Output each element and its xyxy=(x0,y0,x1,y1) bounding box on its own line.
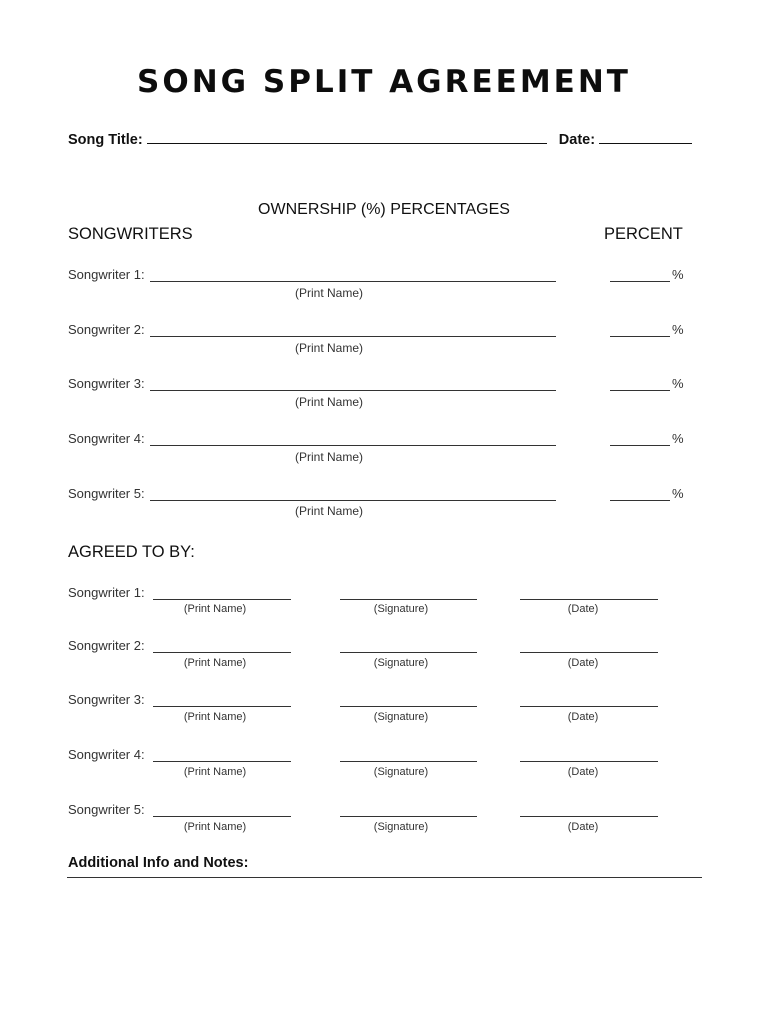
ownership-name-field[interactable] xyxy=(150,390,556,391)
ownership-percent-field[interactable] xyxy=(610,390,670,391)
agreed-date-field[interactable] xyxy=(520,816,658,817)
percent-symbol: % xyxy=(672,376,684,391)
ownership-row-label: Songwriter 4: xyxy=(68,431,145,446)
percent-symbol: % xyxy=(672,322,684,337)
songwriters-heading: SONGWRITERS xyxy=(68,225,193,243)
print-name-caption: (Print Name) xyxy=(183,821,247,833)
ownership-row-label: Songwriter 2: xyxy=(68,322,145,337)
signature-caption: (Signature) xyxy=(373,821,429,833)
agreed-row-label: Songwriter 3: xyxy=(68,692,145,707)
ownership-percent-field[interactable] xyxy=(610,281,670,282)
percent-symbol: % xyxy=(672,267,684,282)
date-caption: (Date) xyxy=(567,603,599,615)
agreed-date-field[interactable] xyxy=(520,761,658,762)
print-name-caption: (Print Name) xyxy=(294,341,363,355)
song-title-row xyxy=(68,131,692,148)
agreed-signature-field[interactable] xyxy=(340,706,477,707)
ownership-name-field[interactable] xyxy=(150,500,556,501)
agreed-print-name-field[interactable] xyxy=(153,599,291,600)
print-name-caption: (Print Name) xyxy=(183,603,247,615)
notes-field[interactable] xyxy=(67,877,702,878)
ownership-row-label: Songwriter 5: xyxy=(68,486,145,501)
ownership-name-field[interactable] xyxy=(150,445,556,446)
date-caption: (Date) xyxy=(567,657,599,669)
agreed-date-field[interactable] xyxy=(520,652,658,653)
ownership-row-label: Songwriter 3: xyxy=(68,376,145,391)
print-name-caption: (Print Name) xyxy=(294,504,363,518)
ownership-percent-field[interactable] xyxy=(610,500,670,501)
print-name-caption: (Print Name) xyxy=(294,395,363,409)
date-caption: (Date) xyxy=(567,821,599,833)
print-name-caption: (Print Name) xyxy=(183,657,247,669)
date-caption: (Date) xyxy=(567,711,599,723)
agreed-signature-field[interactable] xyxy=(340,816,477,817)
agreed-print-name-field[interactable] xyxy=(153,761,291,762)
percent-symbol: % xyxy=(672,431,684,446)
song-title-field[interactable] xyxy=(147,131,547,144)
date-field[interactable] xyxy=(599,131,692,144)
date-label: Date: xyxy=(558,132,596,148)
agreed-date-field[interactable] xyxy=(520,599,658,600)
agreed-signature-field[interactable] xyxy=(340,652,477,653)
ownership-percent-field[interactable] xyxy=(610,336,670,337)
agreed-signature-field[interactable] xyxy=(340,599,477,600)
date-caption: (Date) xyxy=(567,766,599,778)
signature-caption: (Signature) xyxy=(373,766,429,778)
print-name-caption: (Print Name) xyxy=(294,286,363,300)
agreed-row-label: Songwriter 1: xyxy=(68,585,145,600)
agreed-print-name-field[interactable] xyxy=(153,706,291,707)
print-name-caption: (Print Name) xyxy=(294,450,363,464)
agreed-row-label: Songwriter 5: xyxy=(68,802,145,817)
print-name-caption: (Print Name) xyxy=(183,711,247,723)
document-title: SONG SPLIT AGREEMENT xyxy=(137,64,631,100)
song-title-label: Song Title: xyxy=(68,132,143,148)
percent-heading: PERCENT xyxy=(604,225,683,243)
agreed-print-name-field[interactable] xyxy=(153,652,291,653)
agreed-signature-field[interactable] xyxy=(340,761,477,762)
ownership-name-field[interactable] xyxy=(150,281,556,282)
ownership-heading: OWNERSHIP (%) PERCENTAGES xyxy=(258,201,510,218)
agreed-row-label: Songwriter 4: xyxy=(68,747,145,762)
ownership-name-field[interactable] xyxy=(150,336,556,337)
ownership-percent-field[interactable] xyxy=(610,445,670,446)
agreed-print-name-field[interactable] xyxy=(153,816,291,817)
agreed-date-field[interactable] xyxy=(520,706,658,707)
agreed-row-label: Songwriter 2: xyxy=(68,638,145,653)
signature-caption: (Signature) xyxy=(373,603,429,615)
agreed-heading: AGREED TO BY: xyxy=(68,543,195,561)
percent-symbol: % xyxy=(672,486,684,501)
signature-caption: (Signature) xyxy=(373,711,429,723)
notes-label: Additional Info and Notes: xyxy=(68,855,249,871)
signature-caption: (Signature) xyxy=(373,657,429,669)
ownership-row-label: Songwriter 1: xyxy=(68,267,145,282)
print-name-caption: (Print Name) xyxy=(183,766,247,778)
